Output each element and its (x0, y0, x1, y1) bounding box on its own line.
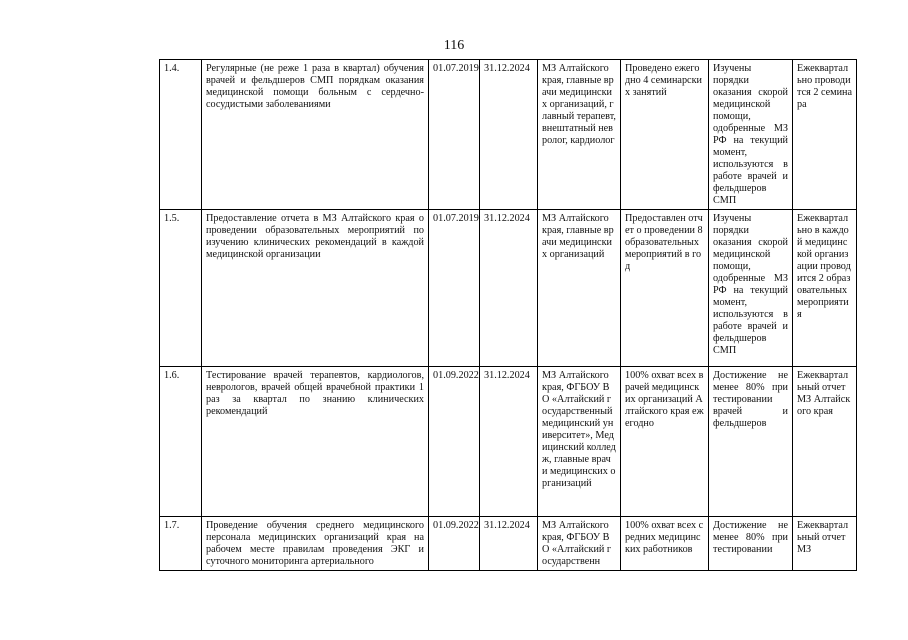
responsible-cell: МЗ Алтайского края, главные врачи медицинских организаций (538, 210, 621, 367)
responsible-cell: МЗ Алтайского края, ФГБОУ ВО «Алтайский государственный медицинский университет», Медицинский колледж, главные врачи медицинских организаций (538, 367, 621, 517)
row-number: 1.6. (160, 367, 202, 517)
row-number: 1.5. (160, 210, 202, 367)
start-date: 01.09.2022 (429, 517, 480, 571)
measure-name: Предоставление отчета в МЗ Алтайского края о проведении образовательных мероприятий по изучению клинических рекомендаций в каждой медицинской организации (202, 210, 429, 367)
characteristic-cell: 100% охват всех врачей медицинских организаций Алтайского края ежегодно (621, 367, 709, 517)
table-row (160, 60, 857, 210)
regularity-cell: Ежеквартально в каждой медицинской организации проводится 2 образовательных мероприятия (793, 210, 857, 367)
result-cell: Достижение не менее 80% при тестировании врачей и фельдшеров (709, 367, 793, 517)
regularity-cell: Ежеквартальный отчет МЗ (793, 517, 857, 571)
end-date: 31.12.2024 (480, 517, 538, 571)
table-row (160, 210, 857, 367)
result-cell: Изучены порядки оказания скорой медицинской помощи, одобренные МЗ РФ на текущий момент, используются в работе врачей и фельдшеров СМП (709, 60, 793, 210)
regularity-cell: Ежеквартальный отчет МЗ Алтайского края (793, 367, 857, 517)
result-cell: Достижение не менее 80% при тестировании (709, 517, 793, 571)
characteristic-cell: Проведено ежегодно 4 семинарских занятий (621, 60, 709, 210)
end-date: 31.12.2024 (480, 210, 538, 367)
measure-name: Регулярные (не реже 1 раза в квартал) обучения врачей и фельдшеров СМП порядкам оказания медицинской помощи больным с сердечно-сосудистыми заболеваниями (202, 60, 429, 210)
measure-name: Тестирование врачей терапевтов, кардиологов, неврологов, врачей общей врачебной практики 1 раз за квартал по знанию клинических рекомендаций (202, 367, 429, 517)
row-number: 1.4. (160, 60, 202, 210)
start-date: 01.07.2019 (429, 210, 480, 367)
result-cell: Изучены порядки оказания скорой медицинской помощи, одобренные МЗ РФ на текущий момент, используются в работе врачей и фельдшеров СМП (709, 210, 793, 367)
table-row (160, 367, 857, 517)
measure-name: Проведение обучения среднего медицинского персонала медицинских организаций края на рабочем месте правилам проведения ЭКГ и суточного мониторинга артериального (202, 517, 429, 571)
start-date: 01.09.2022 (429, 367, 480, 517)
row-number: 1.7. (160, 517, 202, 571)
end-date: 31.12.2024 (480, 367, 538, 517)
start-date: 01.07.2019 (429, 60, 480, 210)
measures-table (159, 59, 857, 571)
characteristic-cell: Предоставлен отчет о проведении 8 образовательных мероприятий в год (621, 210, 709, 367)
table-row (160, 517, 857, 571)
responsible-cell: МЗ Алтайского края, главные врачи медицинских организаций, главный терапевт, внештатный невролог, кардиолог (538, 60, 621, 210)
page-number: 116 (443, 38, 465, 53)
responsible-cell: МЗ Алтайского края, ФГБОУ ВО «Алтайский государственн (538, 517, 621, 571)
characteristic-cell: 100% охват всех средних медицинских работников (621, 517, 709, 571)
regularity-cell: Ежеквартально проводится 2 семинара (793, 60, 857, 210)
end-date: 31.12.2024 (480, 60, 538, 210)
